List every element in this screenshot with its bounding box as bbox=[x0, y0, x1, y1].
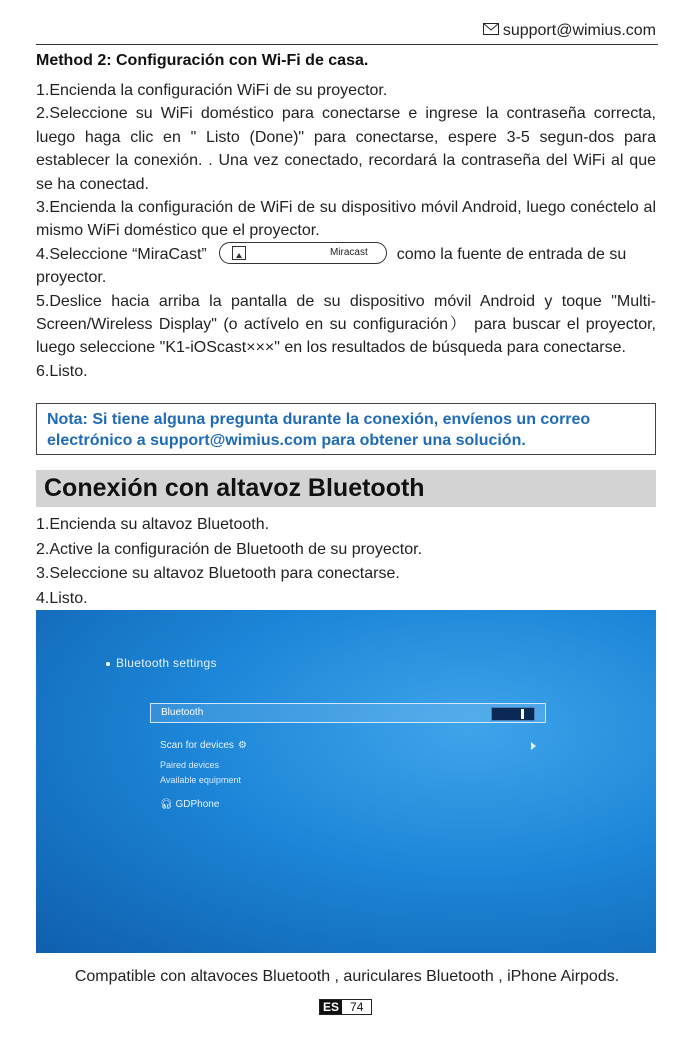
step-4-after: como la fuente de entrada de su proyector. bbox=[36, 245, 627, 287]
header-email bbox=[483, 22, 656, 40]
bluetooth-row-label: Bluetooth bbox=[161, 707, 204, 718]
bluetooth-toggle[interactable] bbox=[491, 707, 535, 721]
bt-step-2: 2.Active la configuración de Bluetooth de su proyector. bbox=[36, 540, 423, 558]
bt-step-4: 4.Listo. bbox=[36, 589, 88, 607]
step-5: 5.Deslice hacia arriba la pantalla de su dispositivo móvil Android y toque "Multi-Screen/Wireless Display" (o actívelo en su configuración） para buscar el proyector, luego seleccione "K1-iOScast×××" en los resultados de búsqueda para conectarse. bbox=[36, 292, 656, 357]
page-number-value: 74 bbox=[350, 1000, 364, 1014]
step-1: 1.Encienda la configuración WiFi de su proyector. bbox=[36, 82, 388, 99]
bluetooth-section-title: Conexión con altavoz Bluetooth bbox=[36, 470, 656, 507]
headphones-icon: 🎧︎ bbox=[160, 799, 173, 810]
bluetooth-settings-screenshot bbox=[36, 610, 656, 953]
toggle-knob bbox=[521, 709, 524, 719]
language-badge: ES bbox=[320, 1000, 342, 1014]
bluetooth-toggle-row[interactable] bbox=[150, 703, 546, 723]
bullet-icon bbox=[106, 662, 110, 666]
miracast-label: Miracast bbox=[329, 246, 368, 258]
header-divider bbox=[36, 44, 658, 45]
method-title: Method 2: Configuración con Wi-Fi de casa. bbox=[36, 52, 369, 69]
paired-devices-label: Paired devices bbox=[160, 760, 220, 770]
step-2: 2.Seleccione su WiFi doméstico para conectarse e ingrese la contraseña correcta, luego haga clic en " Listo (Done)" para conectarse, espere 3-5 segun-dos para establecer la conexión. . Una vez conectado, recordará la contraseña del WiFi al que se ha conectad. bbox=[36, 105, 656, 193]
available-equipment-label: Available equipment bbox=[160, 775, 241, 785]
gear-icon: ⚙ bbox=[237, 740, 247, 751]
bt-step-3: 3.Seleccione su altavoz Bluetooth para conectarse. bbox=[36, 565, 400, 582]
note-box: Nota: Si tiene alguna pregunta durante la conexión, envíenos un correo electrónico a support@wimius.com para obtener una solución. bbox=[36, 403, 656, 455]
envelope-icon bbox=[483, 22, 499, 40]
step-4-before: 4.Seleccione “MiraCast” bbox=[36, 245, 207, 263]
screen-title: Bluetooth settings bbox=[106, 656, 217, 670]
bt-step-1: 1.Encienda su altavoz Bluetooth. bbox=[36, 516, 270, 533]
step-4 bbox=[36, 243, 656, 290]
page-number bbox=[319, 999, 372, 1015]
device-row[interactable]: 🎧︎ GDPhone bbox=[160, 799, 220, 810]
step-3: 3.Encienda la configuración de WiFi de su dispositivo móvil Android, luego conéctelo al mismo WiFi doméstico que el proyector. bbox=[36, 199, 656, 240]
cast-icon bbox=[232, 246, 246, 260]
method-steps bbox=[36, 79, 656, 383]
support-email: support@wimius.com bbox=[502, 22, 656, 39]
miracast-source-box bbox=[219, 242, 387, 264]
chevron-right-icon bbox=[531, 742, 536, 750]
scan-devices-row[interactable]: Scan for devices ⚙ bbox=[160, 740, 536, 751]
step-6: 6.Listo. bbox=[36, 362, 88, 380]
compatibility-text: Compatible con altavoces Bluetooth , auriculares Bluetooth , iPhone Airpods. bbox=[74, 968, 620, 985]
bluetooth-steps bbox=[36, 513, 422, 611]
